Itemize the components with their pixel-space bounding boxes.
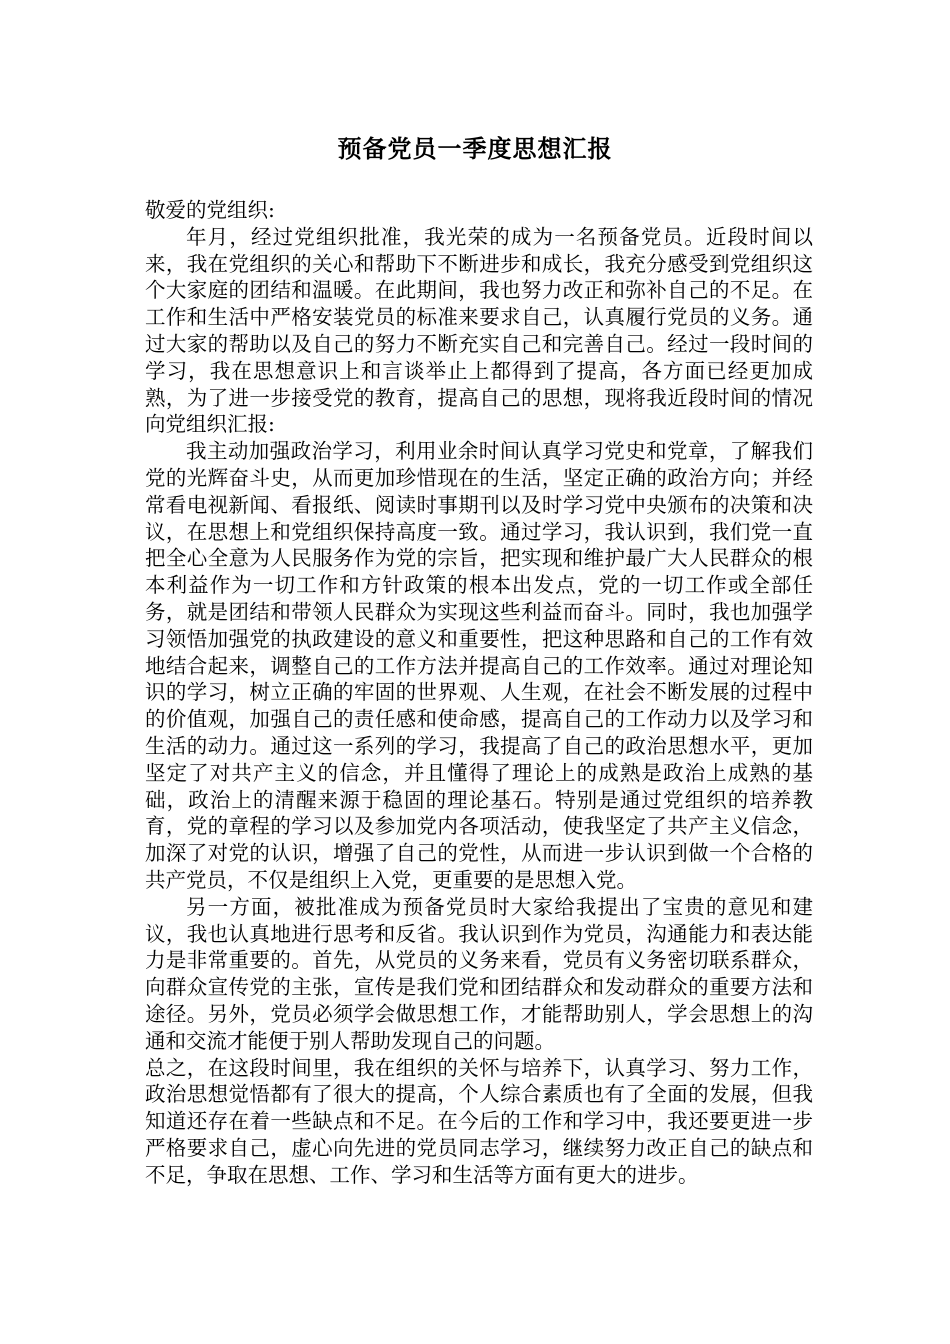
document-body	[145, 197, 813, 1188]
salutation: 敬爱的党组织:	[145, 198, 275, 222]
paragraph-conclusion: 总之，在这段时间里，我在组织的关怀与培养下，认真学习、努力工作，政治思想觉悟都有了很大的提高，个人综合素质也有了全面的发展，但我知道还存在着一些缺点和不足。在今后的工作和学习中，我还要更进一步严格要求自己，虚心向先进的党员同志学习，继续努力改正自己的缺点和不足，争取在思想、工作、学习和生活等方面有更大的进步。	[145, 1055, 813, 1187]
paragraph-political-study: 我主动加强政治学习，利用业余时间认真学习党史和党章，了解我们党的光辉奋斗史，从而更加珍惜现在的生活，坚定正确的政治方向；并经常看电视新闻、看报纸、阅读时事期刊以及时学习党中央颁布的决策和决议，在思想上和党组织保持高度一致。通过学习，我认识到，我们党一直把全心全意为人民服务作为党的宗旨，把实现和维护最广大人民群众的根本利益作为一切工作和方针政策的根本出发点，党的一切工作或全部任务，就是团结和带领人民群众为实现这些利益而奋斗。同时，我也加强学习领悟加强党的执政建设的意义和重要性，把这种思路和自己的工作有效地结合起来，调整自己的工作方法并提高自己的工作效率。通过对理论知识的学习，树立正确的牢固的世界观、人生观，在社会不断发展的过程中的价值观，加强自己的责任感和使命感，提高自己的工作动力以及学习和生活的动力。通过这一系列的学习，我提高了自己的政治思想水平，更加坚定了对共产主义的信念，并且懂得了理论上的成熟是政治上成熟的基础，政治上的清醒来源于稳固的理论基石。特别是通过党组织的培养教育，党的章程的学习以及参加党内各项活动，使我坚定了共产主义信念，加深了对党的认识，增强了自己的党性，从而进一步认识到做一个合格的共产党员，不仅是组织上入党，更重要的是思想入党。	[145, 439, 813, 892]
paragraph-communication: 另一方面，被批准成为预备党员时大家给我提出了宝贵的意见和建议，我也认真地进行思考和反省。我认识到作为党员，沟通能力和表达能力是非常重要的。首先，从党员的义务来看，党员有义务密切联系群众，向群众宣传党的主张，宣传是我们党和团结群众和发动群众的重要方法和途径。另外，党员必须学会做思想工作，才能帮助别人，学会思想上的沟通和交流才能便于别人帮助发现自己的问题。	[145, 894, 813, 1053]
paragraph-intro: 年月，经过党组织批准，我光荣的成为一名预备党员。近段时间以来，我在党组织的关心和帮助下不断进步和成长，我充分感受到党组织这个大家庭的团结和温暖。在此期间，我也努力改正和弥补自己的不足。在工作和生活中严格安装党员的标准来要求自己，认真履行党员的义务。通过大家的帮助以及自己的努力不断充实自己和完善自己。经过一段时间的学习，我在思想意识上和言谈举止上都得到了提高，各方面已经更加成熟，为了进一步接受党的教育，提高自己的思想，现将我近段时间的情况向党组织汇报:	[145, 224, 813, 437]
document-title: 预备党员一季度思想汇报	[337, 135, 613, 163]
